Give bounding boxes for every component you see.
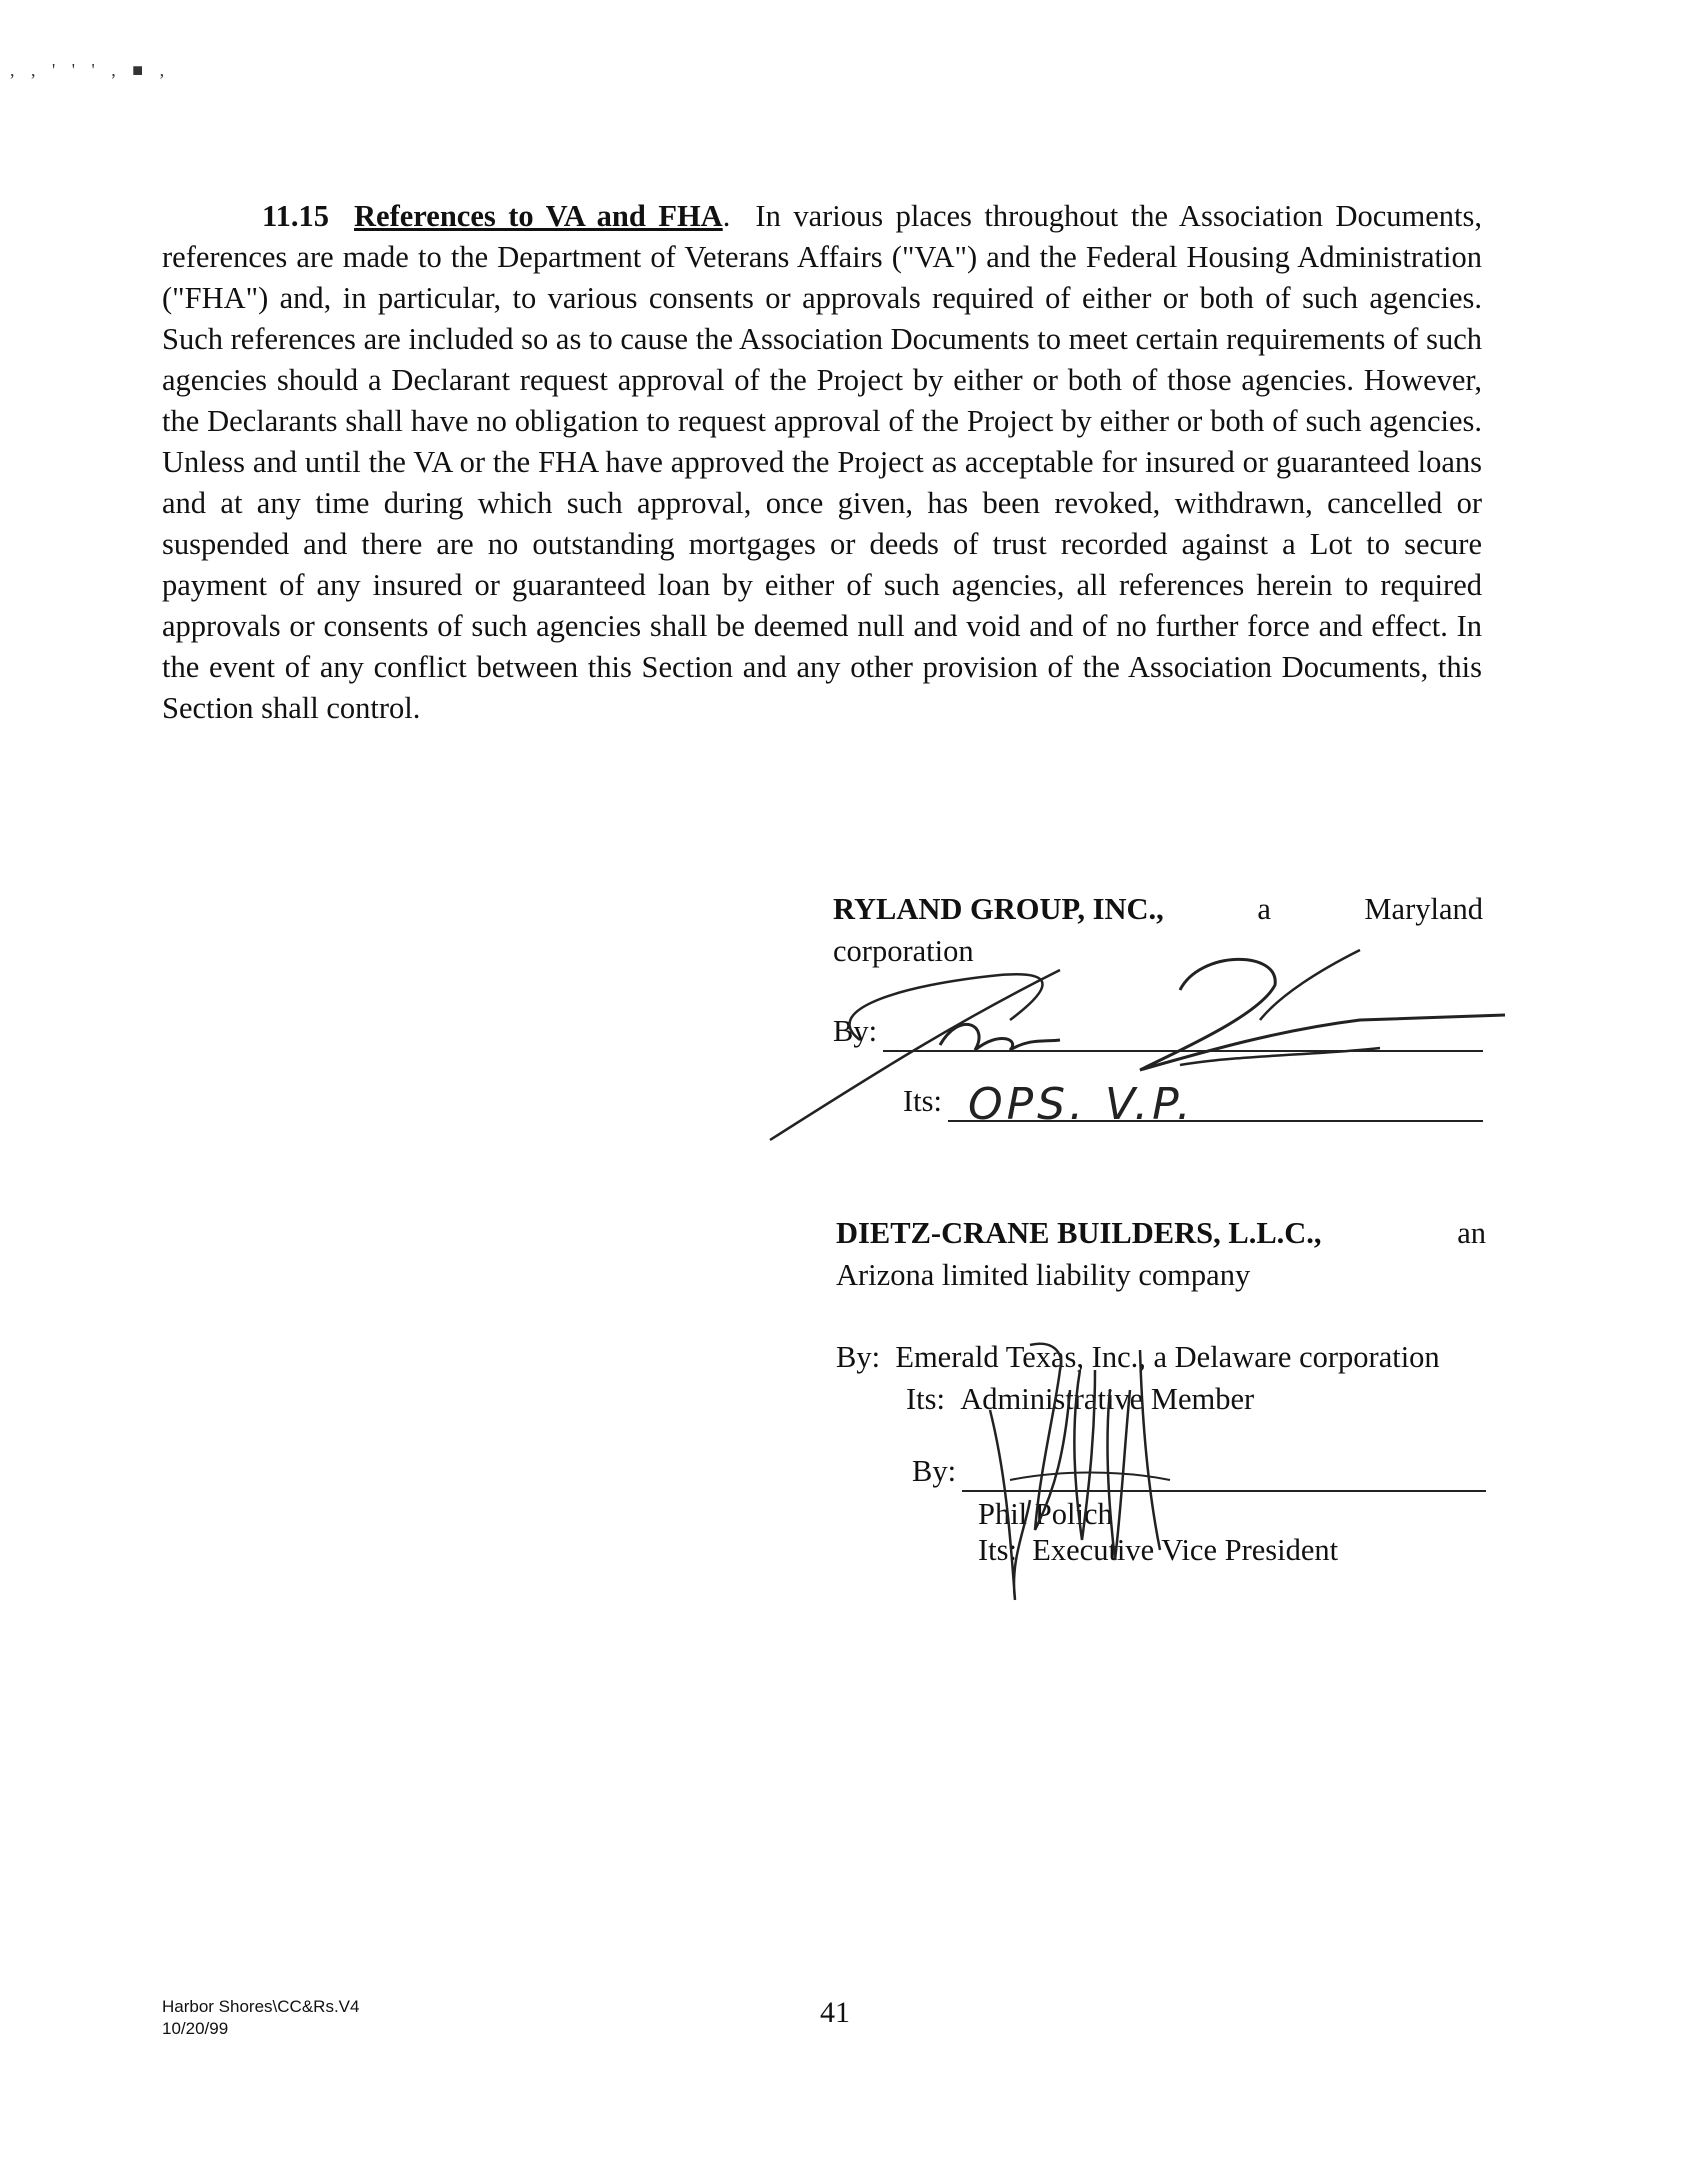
dietz-handwritten-signature [970, 1330, 1190, 1620]
dietz-signer-its-label: Its: [978, 1533, 1017, 1567]
footer-file: Harbor Shores\CC&Rs.V4 [162, 1997, 360, 2016]
ryland-its-handwritten: OPS. V.P. [967, 1079, 1195, 1130]
footer-file-info [162, 1996, 359, 2040]
ryland-state: Maryland [1364, 892, 1483, 926]
section-heading-suffix: . [722, 199, 731, 233]
dietz-its-label: Its: [906, 1382, 945, 1416]
dietz-signer-title: Executive Vice President [1032, 1533, 1339, 1567]
dietz-signer-by-label: By: [912, 1454, 957, 1488]
footer-date: 10/20/99 [162, 2019, 229, 2038]
dietz-its-role: Administrative Member [960, 1382, 1255, 1416]
dietz-by-entity: Emerald Texas, Inc., a Delaware corporation [895, 1340, 1440, 1374]
dietz-by-label: By: [836, 1340, 881, 1374]
section-body: In various places throughout the Association Documents, references are made to the Department of Veterans Affairs ("VA") and the Federal Housing Administration ("FHA") and, in particular, to various consents or approvals required of either or both of such agencies. Such references are included so as to cause the Association Documents to meet certain requirements of such agencies should a Declarant request approval of the Project by either or both of those agencies. However, the Declarants shall have no obligation to request approval of the Project by either or both of such agencies. Unless and until the VA or the FHA have approved the Project as acceptable for insured or guaranteed loans and at any time during which such approval, once given, has been revoked, withdrawn, cancelled or suspended and there are no outstanding mortgages or deeds of trust recorded against a Lot to secure payment of any insured or guaranteed loan by either of such agencies, all references herein to required approvals or consents of such agencies shall be deemed null and void and of no further force and effect. In the event of any conflict between this Section and any other provision of the Association Documents, this Section shall control. [162, 199, 1483, 725]
ryland-handwritten-signature [760, 930, 1520, 1150]
scan-artifact: , , ' ' ' , ■ , [10, 60, 171, 80]
ryland-entity-line [833, 888, 1483, 930]
ryland-name: RYLAND GROUP, INC., [833, 892, 1164, 926]
dietz-article: an [1457, 1216, 1486, 1250]
dietz-signer-name: Phil Polich [978, 1497, 1113, 1531]
section-heading: References to VA and FHA [354, 199, 723, 233]
ryland-article: a [1257, 892, 1271, 926]
ryland-its-label: Its: [903, 1084, 942, 1118]
ryland-type: corporation [833, 934, 974, 968]
section-number: 11.15 [262, 199, 329, 233]
dietz-name: DIETZ-CRANE BUILDERS, L.L.C., [836, 1216, 1322, 1250]
page-number: 41 [820, 1996, 850, 2029]
ryland-by-label: By: [833, 1014, 878, 1048]
dietz-type: Arizona limited liability company [836, 1258, 1251, 1292]
section-11-15 [162, 196, 1482, 729]
dietz-entity-line [836, 1212, 1486, 1254]
